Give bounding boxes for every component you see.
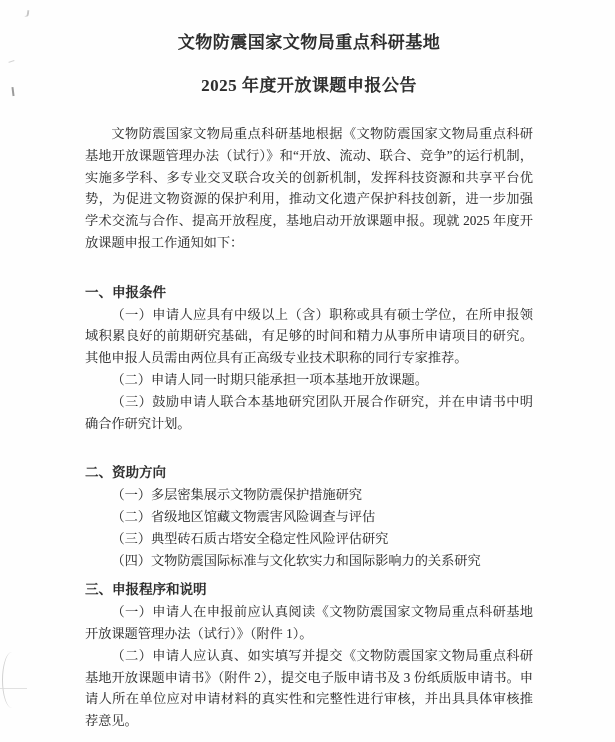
scan-artifact (0, 688, 27, 689)
document-section (85, 462, 533, 571)
scan-artifact (25, 10, 30, 17)
scan-artifact (11, 87, 15, 96)
section-paragraph: （四）文物防震国际标准与文化软实力和国际影响力的关系研究 (111, 552, 481, 568)
section-heading: 二、资助方向 (85, 465, 166, 481)
scan-artifact (8, 57, 15, 63)
section-paragraph: （二）申请人同一时期只能承担一项本基地开放课题。 (111, 371, 428, 387)
section-paragraph: （一）多层密集展示文物防震保护措施研究 (111, 487, 362, 503)
section-heading: 一、申报条件 (85, 284, 166, 300)
section-paragraph: （一）申请人在申报前应认真阅读《文物防震国家文物局重点科研基地开放课题管理办法（试行）》（附件 1）。 (85, 604, 533, 641)
section-paragraph: （二）申请人应认真、如实填写并提交《文物防震国家文物局重点科研基地开放课题申请书》（附件 2），提交电子版申请书及 3 份纸质版申请书。申请人所在单位应对申请材料的真实性和完整性进行审核，并出具具体审核推荐意见。 (85, 647, 533, 729)
scan-artifact (2, 652, 22, 708)
document-section (85, 579, 533, 732)
document-section (85, 282, 533, 435)
intro-paragraph: 文物防震国家文物局重点科研基地根据《文物防震国家文物局重点科研基地开放课题管理办法（试行）》和“开放、流动、联合、竞争”的运行机制，实施多学科、多专业交叉联合攻关的创新机制，发挥科技资源和共享平台优势，为促进文物资源的保护利用，推动文化遗产保护科技创新，进一步加强学术交流与合作、提高开放程度，基地启动开放课题申报。现就 2025 年度开放课题申报工作通知如下： (85, 126, 533, 250)
document-title: 文物防震国家文物局重点科研基地 (177, 33, 441, 52)
section-paragraph: （三）典型砖石质古塔安全稳定性风险评估研究 (111, 530, 389, 546)
section-heading: 三、申报程序和说明 (85, 582, 207, 598)
section-paragraph: （二）省级地区馆藏文物震害风险调查与评估 (111, 508, 376, 524)
section-paragraph: （三）鼓励申请人联合本基地研究团队开展合作研究，并在申请书中明确合作研究计划。 (85, 393, 533, 431)
section-paragraph: （一）申请人应具有中级以上（含）职称或具有硕士学位，在所申报领域积累良好的前期研究基础，有足够的时间和精力从事所申请项目的研究。其他申报人员需由两位具有正高级专业技术职称的同行专家推荐。 (85, 306, 533, 366)
sections (85, 282, 533, 732)
document-subtitle: 2025 年度开放课题申报公告 (201, 76, 417, 95)
